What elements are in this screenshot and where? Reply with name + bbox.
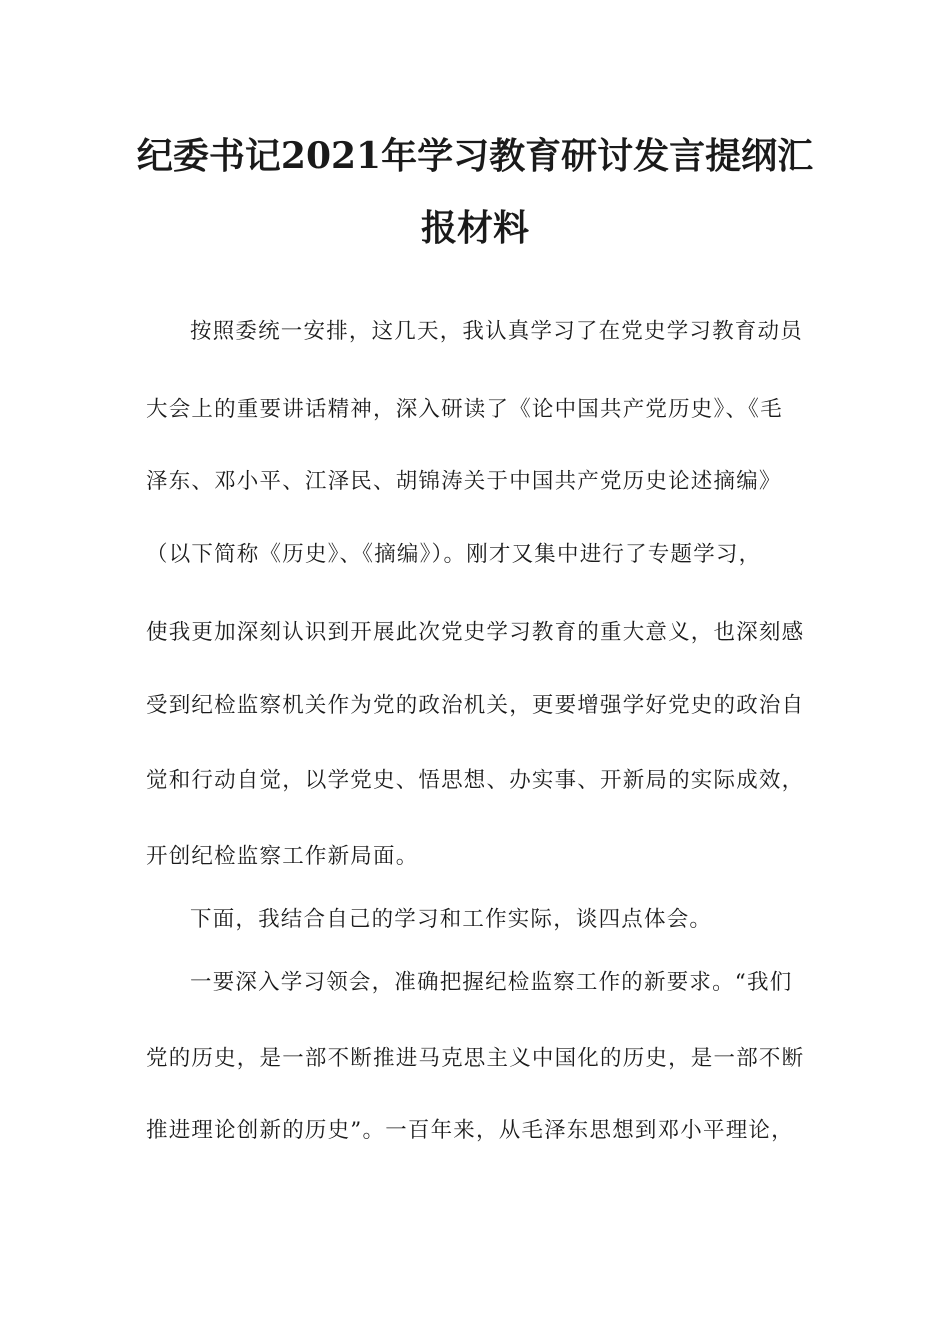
paragraph-line: 大会上的重要讲话精神，深入研读了《论中国共产党历史》、《毛 <box>146 397 783 422</box>
paragraph-line: 下面，我结合自己的学习和工作实际，谈四点体会。 <box>190 907 713 932</box>
document-title-line-2: 报材料 <box>420 207 529 249</box>
paragraph-line: 一要深入学习领会，准确把握纪检监察工作的新要求。“我们 <box>190 970 793 995</box>
paragraph-line: 泽东、邓小平、江泽民、胡锦涛关于中国共产党历史论述摘编》 <box>146 469 782 494</box>
paragraph-line: 觉和行动自觉，以学党史、悟思想、办实事、开新局的实际成效， <box>146 768 805 793</box>
paragraph-line: 按照委统一安排，这几天，我认真学习了在党史学习教育动员 <box>190 319 803 344</box>
paragraph-line: 开创纪检监察工作新局面。 <box>146 844 419 869</box>
paragraph-line: 党的历史，是一部不断推进马克思主义中国化的历史，是一部不断 <box>146 1046 805 1071</box>
paragraph-line: 使我更加深刻认识到开展此次党史学习教育的重大意义，也深刻感 <box>146 620 805 645</box>
document-title-line-1: 纪委书记2021年学习教育研讨发言提纲汇 <box>136 135 814 177</box>
paragraph-line: 受到纪检监察机关作为党的政治机关，更要增强学好党史的政治自 <box>146 693 805 718</box>
paragraph-line: 推进理论创新的历史”。一百年来，从毛泽东思想到邓小平理论， <box>146 1118 794 1143</box>
paragraph-line: （以下简称《历史》、《摘编》）。刚才又集中进行了专题学习， <box>146 542 762 567</box>
